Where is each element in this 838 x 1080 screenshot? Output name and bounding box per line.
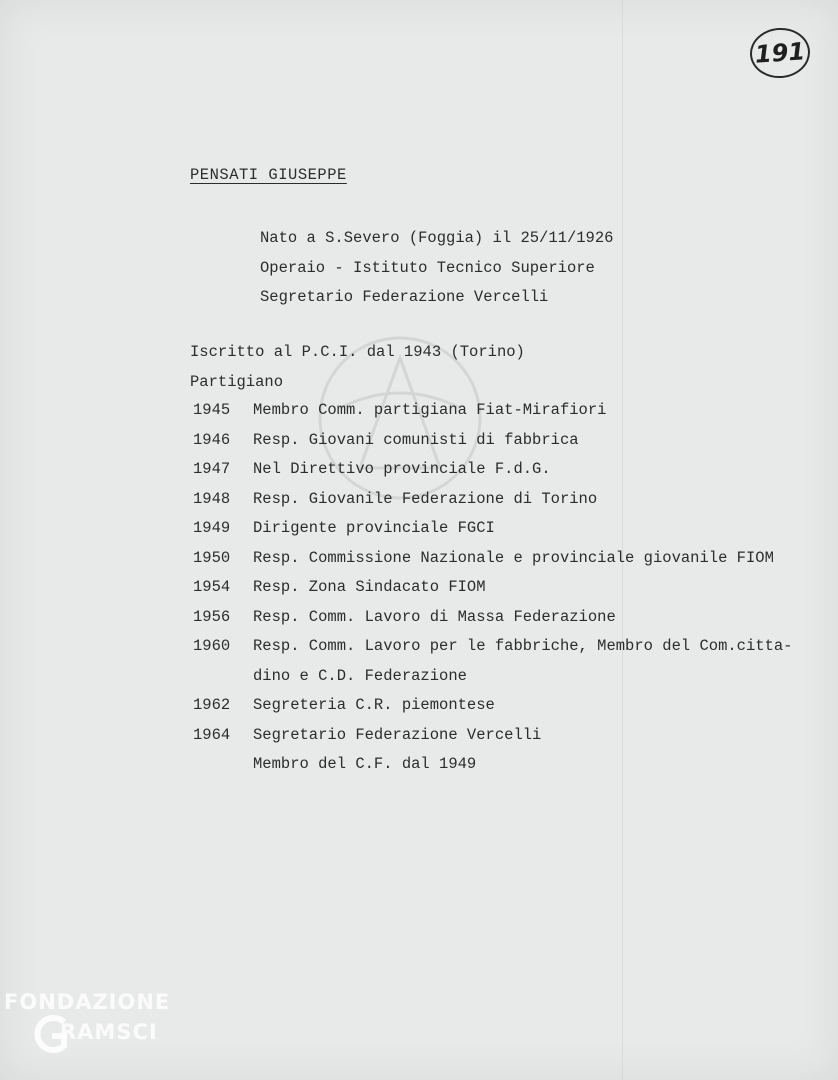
personal-info xyxy=(260,224,613,313)
timeline-entry xyxy=(193,396,793,426)
info-line: Operaio - Istituto Tecnico Superiore xyxy=(260,258,595,277)
timeline-entry xyxy=(193,544,793,574)
timeline-year: 1950 xyxy=(193,548,231,567)
fondazione-gramsci-logo xyxy=(4,990,204,1070)
intro-line: Partigiano xyxy=(190,372,284,391)
timeline-entry xyxy=(193,514,793,544)
timeline-description-line: Nel Direttivo provinciale F.d.G. xyxy=(253,460,551,478)
timeline-year: 1962 xyxy=(193,696,231,714)
timeline-description xyxy=(253,721,541,780)
timeline-description xyxy=(253,573,486,603)
timeline-description xyxy=(253,544,774,574)
timeline-description xyxy=(253,514,495,544)
info-line: Segretario Federazione Vercelli xyxy=(260,288,549,306)
timeline-entry xyxy=(193,632,793,691)
timeline-description xyxy=(253,396,606,426)
timeline-description-line: Resp. Comm. Lavoro di Massa Federazione xyxy=(253,607,616,626)
timeline-year: 1948 xyxy=(193,489,231,508)
timeline-entry xyxy=(193,426,793,456)
timeline-description-line: Resp. Zona Sindacato FIOM xyxy=(253,578,486,596)
logo-line-2: RAMSCI xyxy=(60,1020,158,1044)
timeline-year: 1956 xyxy=(193,607,231,626)
career-timeline xyxy=(193,396,793,780)
timeline-entry xyxy=(193,573,793,603)
timeline-description-line: Dirigente provinciale FGCI xyxy=(253,519,495,537)
handwritten-page-number: 191 xyxy=(748,26,811,80)
timeline-description xyxy=(253,632,793,691)
timeline-description-line: Segreteria C.R. piemontese xyxy=(253,696,495,714)
timeline-description-line: Membro Comm. partigiana Fiat-Mirafiori xyxy=(253,401,607,419)
timeline-description-line: Segretario Federazione Vercelli xyxy=(253,725,542,744)
timeline-description-line: Resp. Comm. Lavoro per le fabbriche, Membro del Com.citta- xyxy=(253,637,793,655)
timeline-year: 1945 xyxy=(193,401,231,419)
timeline-year: 1960 xyxy=(193,637,231,655)
timeline-entry xyxy=(193,691,793,721)
timeline-description xyxy=(253,485,597,515)
timeline-description xyxy=(253,691,495,721)
timeline-description xyxy=(253,603,616,633)
timeline-description-line: Membro del C.F. dal 1949 xyxy=(253,755,477,773)
timeline-year: 1946 xyxy=(193,430,231,449)
timeline-entry xyxy=(193,455,793,485)
timeline-year: 1947 xyxy=(193,460,231,478)
timeline-description-line: Resp. Commissione Nazionale e provinciale giovanile FIOM xyxy=(253,548,774,567)
timeline-year: 1954 xyxy=(193,578,231,596)
timeline-description-line: Resp. Giovanile Federazione di Torino xyxy=(253,489,598,508)
timeline-description xyxy=(253,426,579,456)
logo-line-1: FONDAZIONE xyxy=(4,990,171,1014)
timeline-year: 1964 xyxy=(193,725,231,744)
timeline-description-line: dino e C.D. Federazione xyxy=(253,666,467,685)
timeline-entry xyxy=(193,603,793,633)
timeline-description-line: Resp. Giovani comunisti di fabbrica xyxy=(253,430,579,449)
timeline-entry xyxy=(193,485,793,515)
info-line: Nato a S.Severo (Foggia) il 25/11/1926 xyxy=(260,229,614,247)
timeline-description xyxy=(253,455,551,485)
membership-intro xyxy=(190,338,525,397)
timeline-entry xyxy=(193,721,793,780)
timeline-year: 1949 xyxy=(193,519,231,537)
intro-line: Iscritto al P.C.I. dal 1943 (Torino) xyxy=(190,343,525,361)
page-title: PENSATI GIUSEPPE xyxy=(190,166,347,184)
